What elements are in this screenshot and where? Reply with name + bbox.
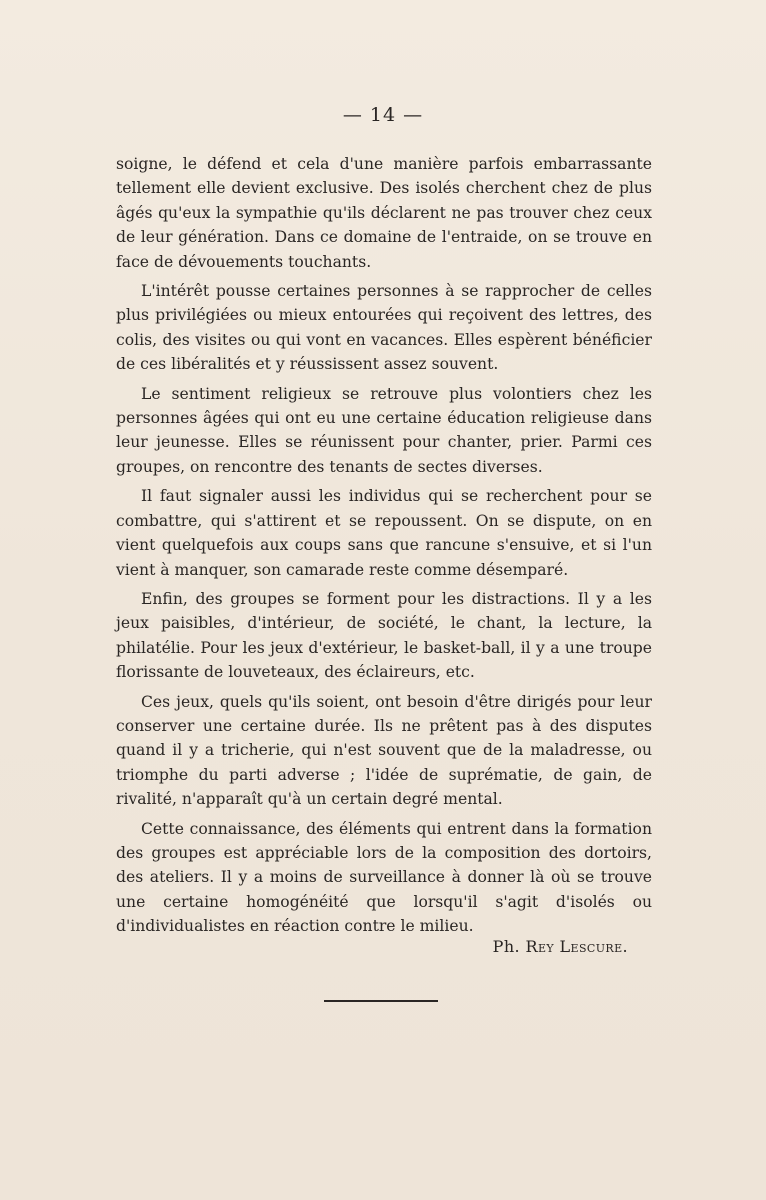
paragraph: L'intérêt pousse certaines personnes à se rapprocher de celles plus privilégiées ou mieux entourées qui reçoivent des lettres, des colis, des visites ou qui vont en vacances. Elles espèrent bénéficier de ces libéralités et y réussissent assez souvent.	[116, 282, 652, 374]
paragraph: Le sentiment religieux se retrouve plus volontiers chez les personnes âgées qui ont eu une certaine éducation religieuse dans leur jeunesse. Elles se réunissent pour chanter, prier. Parmi ces groupes, on rencontre des tenants de sectes diverses.	[116, 384, 652, 476]
paragraph: Cette connaissance, des éléments qui entrent dans la formation des groupes est appréciable lors de la composition des dortoirs, des ateliers. Il y a moins de surveillance à donner là où se trouve une certaine homogénéité que lorsqu'il s'agit d'isolés ou d'individualistes en réaction contre le milieu.	[116, 819, 652, 936]
body-text	[116, 152, 652, 944]
author-signature	[493, 937, 628, 956]
author-name: Rey Lescure.	[525, 937, 628, 956]
paragraph: soigne, le défend et cela d'une manière parfois embarrassante tellement elle devient exclusive. Des isolés cherchent chez de plus âgés qu'eux la sympathie qu'ils déclarent ne pas trouver chez ceux de leur génération. Dans ce domaine de l'entraide, on se trouve en face de dévouements touchants.	[116, 155, 652, 271]
closing-rule	[324, 1000, 438, 1002]
paragraph: Enfin, des groupes se forment pour les distractions. Il y a les jeux paisibles, d'intérieur, de société, le chant, la lecture, la philatélie. Pour les jeux d'extérieur, le basket-ball, il y a une troupe florissante de louveteaux, des éclaireurs, etc.	[116, 589, 652, 682]
page-number: — 14 —	[342, 104, 424, 126]
paragraph: Ces jeux, quels qu'ils soient, ont besoin d'être dirigés pour leur conserver une certaine durée. Ils ne prêtent pas à des disputes quand il y a tricherie, qui n'est souvent que de la maladresse, ou triomphe du parti adverse ; l'idée de suprématie, de gain, de rivalité, n'apparaît qu'à un certain degré mental.	[116, 692, 652, 809]
author-initials: Ph.	[492, 937, 526, 956]
paragraph: Il faut signaler aussi les individus qui se recherchent pour se combattre, qui s'attirent et se repoussent. On se dispute, on en vient quelquefois aux coups sans que rancune s'ensuive, et si l'un vient à manquer, son camarade reste comme désemparé.	[116, 487, 652, 579]
